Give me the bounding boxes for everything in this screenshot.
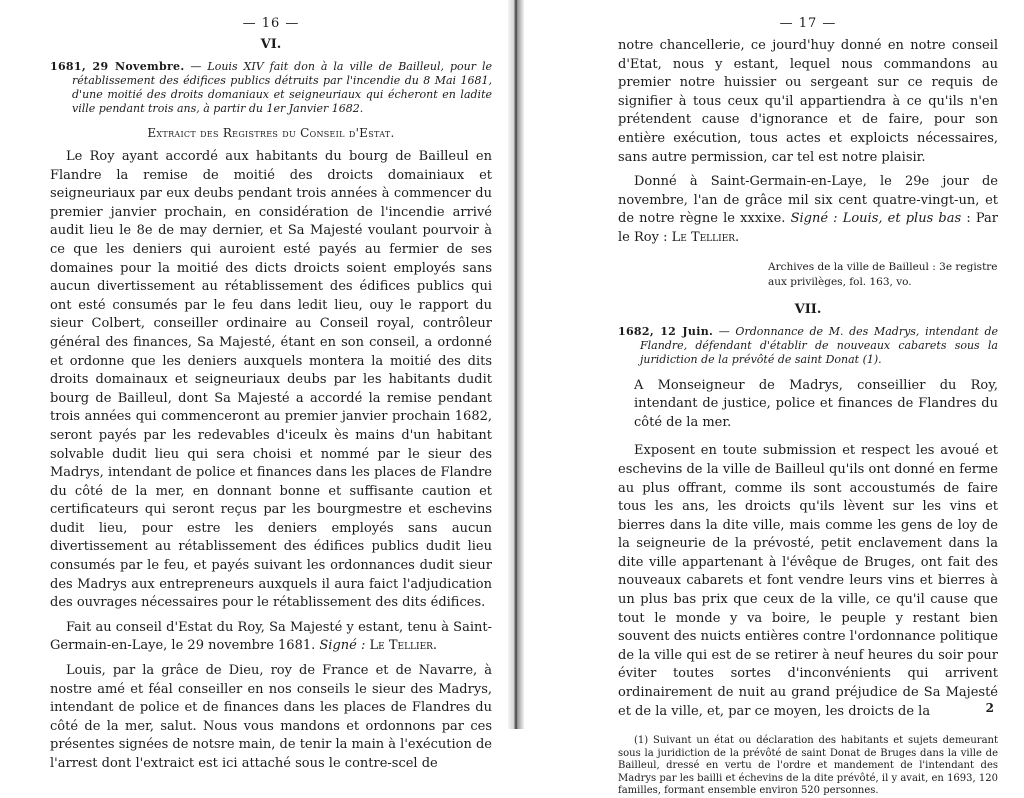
left-page: [0, 0, 510, 771]
section-number: VI.: [260, 37, 282, 52]
body-paragraph: Le Roy ayant accordé aux habitants du bourg de Bailleul en Flandre la remise de moitié des droicts domainiaux et seigneuriaux par eux deubs pendant trois années à commencer du premier janvier prochain, en considération de l'incendie arrivé audit lieu le 8e de may dernier, et Sa Majesté voulant pourvoir à ce que les deniers qui auroient esté payés au fermier de ses domaines pour la moitié des dicts droicts soient employés sans aucun divertissement au rétablissement des édifices publics qui ont esté consumés par le feu dans ledit lieu, ouy le rapport du sieur Colbert, conseiller ordinaire au Conseil royal, contrôleur général des finances, Sa Majesté, étant en son conseil, a ordonné et ordonne que les deniers auxquels montera la moitié des dits droits domainaux et seigneuriaux deubs par les habitants dudit bourg de Bailleul, dont Sa Majesté a accordé la remise pendant trois années qui commenceront au premier janvier prochain 1682, seront payés par les redevables d'iceulx ès mains d'un habitant solvable dudit lieu qui sera choisi et nommé par le sieur des Madrys, intendant de police et finances dans les places de Flandre du côté de la mer, en donnant bonne et suffisante caution et certificateurs qui seront reçus par les bourgmestre et eschevins dudit lieu, pour estre les deniers employés sans aucun divertissement au rétablissement des édifices publics dudit lieu consumés par le feu, et payés suivant les ordonnances dudit sieur des Madrys aux entrepreneurs auxquels il aura faict l'adjudication des ouvrages nécessaires pour le rétablissement des dits édifices.: [50, 149, 492, 611]
body-paragraph: Louis, par la grâce de Dieu, roy de France et de Navarre, à nostre amé et féal conseiller en nos conseils le sieur des Madrys, intendant de police et de finances dans les places de Flandres du côté de la mer, salut. Nous vous mandons et ordonnons par ces présentes signées de notsre main, de tenir la main à l'exécution de l'arrest dont l'extraict est ici attaché sous le contre-scel de: [50, 663, 492, 771]
signature-by: : Par le Roy :: [618, 211, 998, 245]
address-line: A Monseigneur de Madrys, conseillier du Roy, intendant de justice, police et finances de Flandres du côté de la mer.: [634, 377, 998, 430]
document-heading: [50, 60, 492, 116]
page-number: — 17 —: [779, 16, 837, 31]
signature-label: Signé :: [319, 638, 366, 654]
document-heading: [618, 325, 998, 367]
body-paragraph: [50, 619, 492, 656]
right-page: [522, 0, 1024, 797]
heading-summary: — Louis XIV fait don à la ville de Bailleul, pour le rétablissement des édifices publics détruits par l'incendie du 8 Mai 1681, d'une moitié des droits domaniaux et seigneuriaux qui écheront en ladite ville pendant trois ans, à partir du 1er Janvier 1682.: [72, 60, 492, 115]
signatory-name: Le Tellier.: [671, 229, 740, 245]
heading-summary: — Ordonnance de M. des Madrys, intendant de Flandre, défendant d'établir de nouveaux cabarets sous la juridiction de la prévôté de saint Donat (1).: [640, 324, 998, 366]
section-number: VII.: [794, 301, 822, 317]
signatory-name: Le Tellier.: [369, 638, 438, 654]
archive-reference: Archives de la ville de Bailleul : 3e registre aux privilèges, fol. 163, vo.: [768, 260, 998, 288]
paragraph-text: Donné à Saint-Germain-en-Laye, le 29e jour de novembre, l'an de grâce mil six cent quatre-vingt-un, et de notre règne le xxxixe.: [618, 174, 998, 227]
heading-date: 1682, 12 Juin.: [618, 324, 714, 338]
footnote: (1) Suivant un état ou déclaration des habitants et sujets demeurant sous la juridiction de la prévôté de saint Donat de Bruges dans la ville de Bailleul, dressé en vertu de l'ordre et mandement de l'intendant des Madrys par les bailli et échevins de la dite prévôté, il y avait, en 1693, 120 familles, formant ensemble environ 520 personnes.: [618, 735, 998, 797]
paragraph-text: Fait au conseil d'Estat du Roy, Sa Majesté y estant, tenu à Saint-Germain-en-Laye, le 29 novembre 1681.: [50, 619, 492, 654]
body-paragraph: notre chancellerie, ce jourd'huy donné en notre conseil d'Etat, nous y estant, lequel nous commandons au premier notre huissier ou sergeant sur ce requis de signifier à tous ceux qu'il appartiendra à ce qu'ils n'en prétendent cause d'ignorance et de faire, pour son entière exécution, tous actes et exploicts nécessaires, sans autre permission, car tel est notre plaisir.: [618, 38, 998, 165]
signature-mark: 2: [985, 701, 994, 715]
page-number: — 16 —: [242, 16, 300, 31]
extract-title: Extraict des Registres du Conseil d'Estat.: [147, 126, 395, 140]
body-paragraph: [618, 173, 998, 247]
heading-date: 1681, 29 Novembre.: [50, 60, 185, 73]
body-paragraph: Exposent en toute submission et respect les avoué et eschevins de la ville de Bailleul qu'ils ont donné en ferme au plus offrant, comme ils sont accoustumés de faire tous les ans, les droicts qu'ils lèvent sur les vins et bierres dans la dite ville, mais comme les gens de loy de la seigneurie de la prévosté, petit enclavement dans la dite ville appartenant à l'évêque de Bruges, ont fait des nouveaux cabarets et font vendre leurs vins et bierres à un plus bas prix que ceux de la ville, ce qu'il cause que tout le monde y va boire, le peuple y restant bien souvent des nuicts entières contre l'ordonnance politique de la ville qui est de se retirer à neuf heures du soir pour éviter toutes sortes d'inconvénients qui arrivent ordinairement de nuit au grand préjudice de Sa Majesté et de la ville, et, par ce moyen, les droicts de la: [618, 443, 998, 719]
signature-label: Signé : Louis, et plus bas: [790, 211, 962, 227]
